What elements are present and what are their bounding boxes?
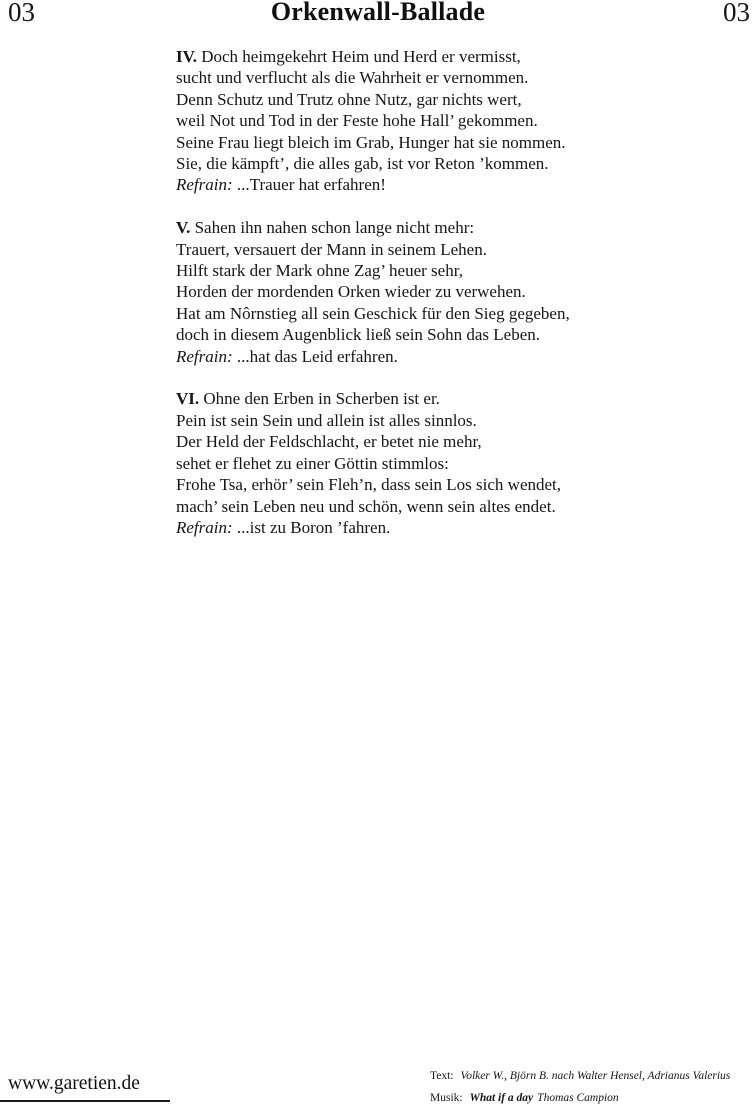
verse-text: Ohne den Erben in Scherben ist er. bbox=[203, 389, 440, 408]
verse-line bbox=[176, 388, 696, 409]
text-credit-names: Volker W., Björn B. nach Walter Hensel, Adrianus Valerius bbox=[460, 1070, 730, 1082]
website-url: www.garetien.de bbox=[8, 1072, 140, 1096]
page-number-right: 03 bbox=[723, 0, 750, 27]
verse-text: Doch heimgekehrt Heim und Herd er vermisst, bbox=[201, 47, 521, 66]
page-number-left: 03 bbox=[8, 0, 35, 27]
page-header bbox=[0, 0, 756, 34]
verse-line: mach’ sein Leben neu und schön, wenn sein altes endet. bbox=[176, 496, 696, 517]
refrain-line bbox=[176, 174, 696, 195]
musik-credit-names: Thomas Campion bbox=[537, 1092, 618, 1104]
refrain-text: ...hat das Leid erfahren. bbox=[237, 347, 398, 366]
stanza-v bbox=[176, 217, 696, 367]
refrain-text: ...Trauer hat erfahren! bbox=[237, 175, 386, 194]
refrain-line bbox=[176, 517, 696, 538]
song-title: What if a day bbox=[470, 1092, 534, 1104]
text-credit-line bbox=[430, 1066, 756, 1088]
refrain-line bbox=[176, 346, 696, 367]
stanza-number: V. bbox=[176, 218, 190, 237]
stanza-vi bbox=[176, 388, 696, 538]
page-title: Orkenwall-Ballade bbox=[0, 0, 756, 26]
verse-line: weil Not und Tod in der Feste hohe Hall’ gekommen. bbox=[176, 110, 696, 131]
ballad-text bbox=[176, 46, 696, 560]
refrain-label: Refrain: bbox=[176, 175, 233, 194]
stanza-number: VI. bbox=[176, 389, 199, 408]
verse-line bbox=[176, 46, 696, 67]
musik-credit-line bbox=[430, 1088, 756, 1109]
page-edge-line bbox=[0, 1100, 170, 1102]
verse-line: Der Held der Feldschlacht, er betet nie mehr, bbox=[176, 431, 696, 452]
verse-line: Frohe Tsa, erhör’ sein Fleh’n, dass sein Los sich wendet, bbox=[176, 474, 696, 495]
verse-line: sucht und verflucht als die Wahrheit er vernommen. bbox=[176, 67, 696, 88]
verse-line: Horden der mordenden Orken wieder zu verwehen. bbox=[176, 281, 696, 302]
verse-line: Denn Schutz und Trutz ohne Nutz, gar nichts wert, bbox=[176, 89, 696, 110]
refrain-text: ...ist zu Boron ’fahren. bbox=[237, 518, 390, 537]
verse-line: Hat am Nôrnstieg all sein Geschick für den Sieg gegeben, bbox=[176, 303, 696, 324]
stanza-iv bbox=[176, 46, 696, 196]
text-label: Text: bbox=[430, 1070, 453, 1082]
verse-line: Seine Frau liegt bleich im Grab, Hunger hat sie nommen. bbox=[176, 132, 696, 153]
refrain-label: Refrain: bbox=[176, 347, 233, 366]
verse-line: Hilft stark der Mark ohne Zag’ heuer sehr, bbox=[176, 260, 696, 281]
verse-line bbox=[176, 217, 696, 238]
musik-label: Musik: bbox=[430, 1092, 463, 1104]
verse-line: Pein ist sein Sein und allein ist alles sinnlos. bbox=[176, 410, 696, 431]
verse-line: Sie, die kämpft’, die alles gab, ist vor Reton ’kommen. bbox=[176, 153, 696, 174]
verse-text: Sahen ihn nahen schon lange nicht mehr: bbox=[195, 218, 474, 237]
verse-line: Trauert, versauert der Mann in seinem Lehen. bbox=[176, 239, 696, 260]
verse-line: doch in diesem Augenblick ließ sein Sohn das Leben. bbox=[176, 324, 696, 345]
refrain-label: Refrain: bbox=[176, 518, 233, 537]
verse-line: sehet er flehet zu einer Göttin stimmlos: bbox=[176, 453, 696, 474]
stanza-number: IV. bbox=[176, 47, 197, 66]
